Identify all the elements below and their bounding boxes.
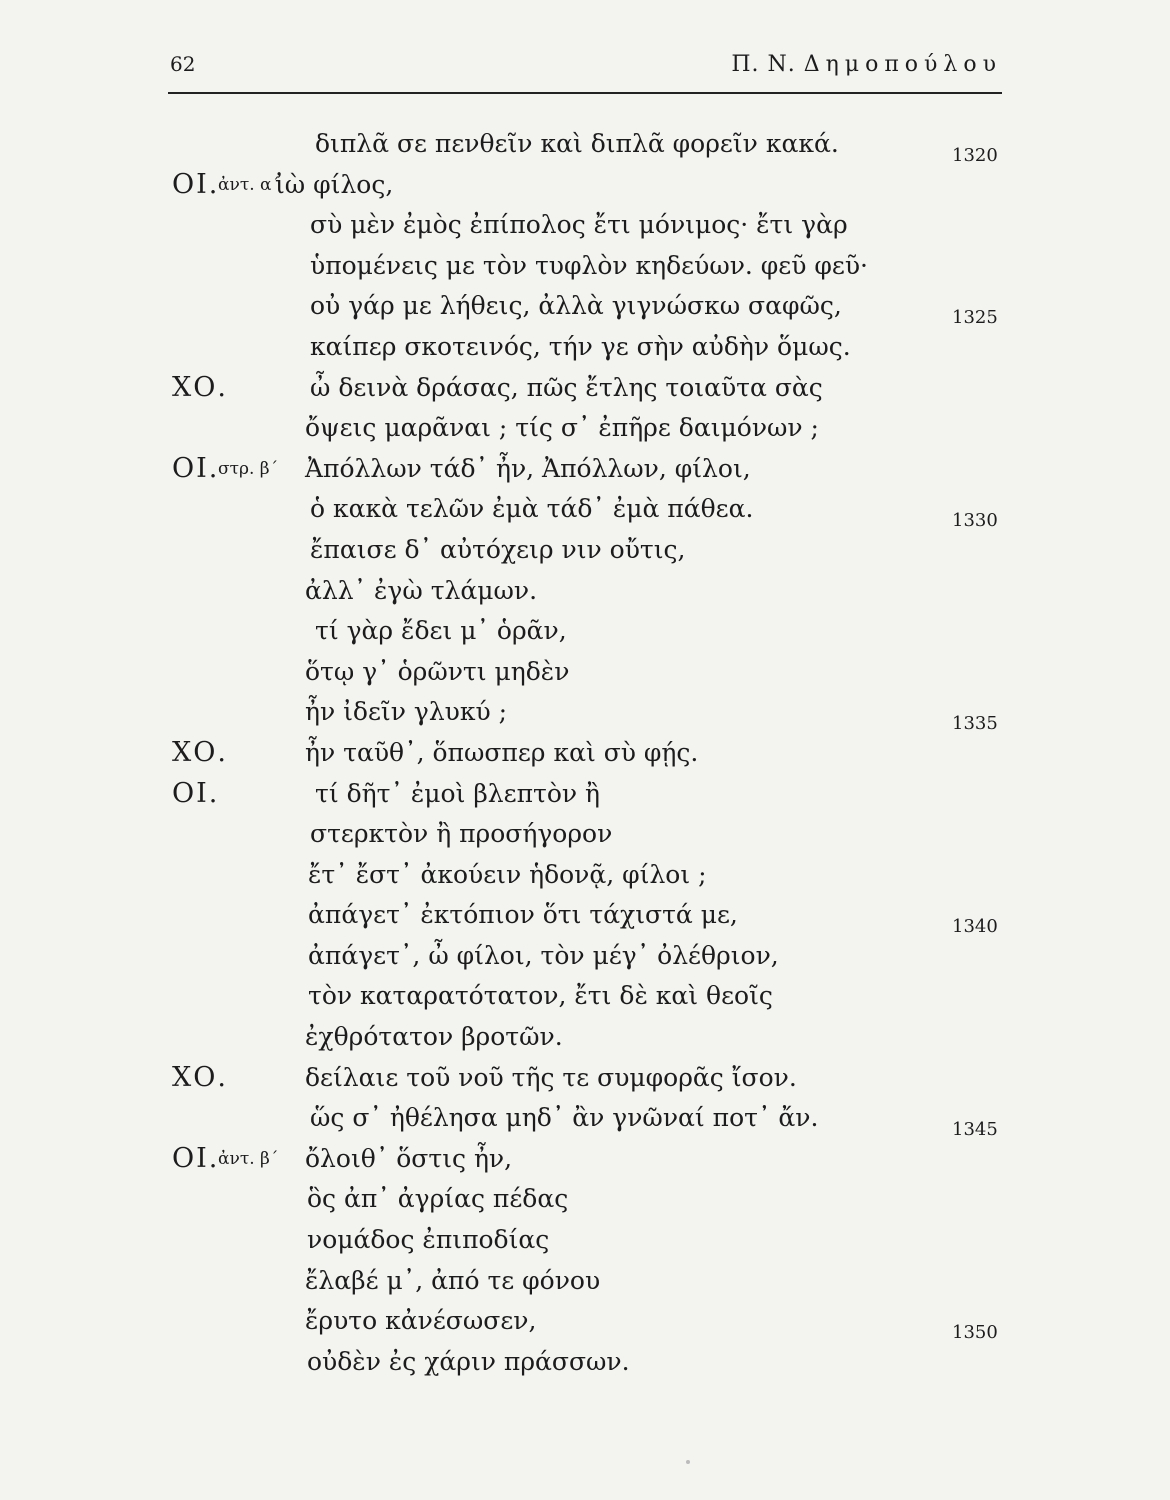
ink-speck <box>686 1460 690 1464</box>
verse-text: ἀλλ᾽ ἐγὼ τλάμων. <box>305 575 538 605</box>
verse-line <box>0 205 1170 246</box>
verse-line <box>0 1342 1170 1383</box>
running-head <box>731 52 1002 77</box>
author-initials: Π. Ν. <box>731 52 796 77</box>
verse-lines <box>0 124 1170 1382</box>
verse-text: διπλᾶ σε πενθεῖν καὶ διπλᾶ φορεῖν κακά. <box>315 129 839 158</box>
line-number: 1320 <box>952 145 998 166</box>
verse-line <box>0 124 1170 165</box>
verse-line <box>0 1098 1170 1139</box>
verse-line <box>0 855 1170 896</box>
verse-text: ὄλοιθ᾽ ὅστις ἦν, <box>305 1143 513 1173</box>
verse-text: ὅτῳ γ᾽ ὁρῶντι μηδὲν <box>305 656 570 686</box>
verse-line <box>0 165 1170 206</box>
verse-text: σὺ μὲν ἐμὸς ἐπίπολος ἔτι μόνιμος· ἔτι γὰρ <box>310 210 848 240</box>
verse-line <box>0 976 1170 1017</box>
speaker-label: ΧΟ. <box>172 1061 228 1093</box>
verse-text: νομάδος ἐπιποδίας <box>307 1225 550 1255</box>
line-number: 1335 <box>952 713 998 735</box>
verse-line <box>0 286 1170 327</box>
verse-line <box>0 1301 1170 1342</box>
stanza-marker: ἀντ. β΄ <box>218 1148 279 1169</box>
verse-line <box>0 611 1170 652</box>
verse-line <box>0 1139 1170 1180</box>
verse-line <box>0 774 1170 815</box>
verse-line <box>0 733 1170 774</box>
verse-text: καίπερ σκοτεινός, τήν γε σὴν αὐδὴν ὅμως. <box>310 331 851 361</box>
verse-line <box>0 1058 1170 1099</box>
verse-line <box>0 449 1170 490</box>
speaker-label: ΧΟ. <box>172 371 228 403</box>
page-header <box>168 48 1002 98</box>
line-number: 1350 <box>952 1322 998 1344</box>
speaker-label: ΟΙ. <box>172 168 220 200</box>
verse-line <box>0 652 1170 693</box>
verse-text: ἀπάγετ᾽, ὦ φίλοι, τὸν μέγ᾽ ὀλέθριον, <box>308 940 779 970</box>
verse-text: ὁ κακὰ τελῶν ἐμὰ τάδ᾽ ἐμὰ πάθεα. <box>310 494 754 524</box>
verse-line <box>0 530 1170 571</box>
verse-line <box>0 246 1170 287</box>
verse-text: ἐχθρότατον βροτῶν. <box>305 1022 563 1052</box>
header-rule <box>168 92 1002 94</box>
verse-text: ἦν ἰδεῖν γλυκύ ; <box>305 697 508 727</box>
verse-line <box>0 692 1170 733</box>
verse-text: Ἀπόλλων τάδ᾽ ἦν, Ἀπόλλων, φίλοι, <box>305 453 751 483</box>
line-number: 1325 <box>952 307 998 329</box>
verse-line <box>0 814 1170 855</box>
line-number: 1330 <box>952 510 998 532</box>
verse-text: ἰὼ φίλος, <box>275 169 394 199</box>
verse-text: στερκτὸν ἢ προσήγορον <box>310 819 613 849</box>
verse-text: ὃς ἀπ᾽ ἀγρίας πέδας <box>307 1184 569 1214</box>
verse-text: ἔπαισε δ᾽ αὐτόχειρ νιν οὔτις, <box>310 534 686 564</box>
verse-line <box>0 1179 1170 1220</box>
verse-line <box>0 1261 1170 1302</box>
verse-text: τί δῆτ᾽ ἐμοὶ βλεπτὸν ἢ <box>315 778 601 808</box>
verse-line <box>0 368 1170 409</box>
verse-line <box>0 408 1170 449</box>
verse-text: δείλαιε τοῦ νοῦ τῆς τε συμφορᾶς ἴσον. <box>305 1062 797 1092</box>
verse-line <box>0 489 1170 530</box>
page-number: 62 <box>170 52 196 76</box>
verse-line <box>0 936 1170 977</box>
verse-text: οὐδὲν ἐς χάριν πράσσων. <box>307 1346 630 1376</box>
verse-line <box>0 327 1170 368</box>
verse-text: ὄψεις μαρᾶναι ; τίς σ᾽ ἐπῆρε δαιμόνων ; <box>305 413 819 443</box>
stanza-marker: ἀντ. α΄ <box>218 174 281 195</box>
verse-text: τί γὰρ ἔδει μ᾽ ὁρᾶν, <box>315 616 567 646</box>
verse-text: οὐ γάρ με λήθεις, ἀλλὰ γιγνώσκω σαφῶς, <box>310 291 842 321</box>
speaker-label: ΟΙ. <box>172 1142 220 1174</box>
verse-text: ὦ δεινὰ δράσας, πῶς ἔτλης τοιαῦτα σὰς <box>310 372 823 402</box>
verse-text: ἔρυτο κἀνέσωσεν, <box>305 1306 537 1336</box>
verse-line <box>0 1220 1170 1261</box>
speaker-label: ΟΙ. <box>172 452 220 484</box>
verse-text: ὥς σ᾽ ἠθέλησα μηδ᾽ ἂν γνῶναί ποτ᾽ ἄν. <box>310 1103 819 1133</box>
line-number: 1345 <box>952 1119 998 1141</box>
verse-text: ἦν ταῦθ᾽, ὅπωσπερ καὶ σὺ φῄς. <box>305 737 699 767</box>
verse-text: τὸν καταρατότατον, ἔτι δὲ καὶ θεοῖς <box>308 981 773 1011</box>
verse-line <box>0 571 1170 612</box>
line-number: 1340 <box>952 916 998 938</box>
speaker-label: ΟΙ. <box>172 777 220 809</box>
verse-text: ἔτ᾽ ἔστ᾽ ἀκούειν ἡδονᾷ, φίλοι ; <box>308 859 707 889</box>
verse-text: ὑπομένεις με τὸν τυφλὸν κηδεύων. φεῦ φεῦ· <box>310 250 869 280</box>
author-surname: Δημοπούλου <box>803 52 1002 77</box>
stanza-marker: στρ. β΄ <box>218 458 279 479</box>
verse-line <box>0 895 1170 936</box>
verse-text: ἔλαβέ μ᾽, ἀπό τε φόνου <box>305 1265 601 1295</box>
speaker-label: ΧΟ. <box>172 736 228 768</box>
verse-line <box>0 1017 1170 1058</box>
verse-text: ἀπάγετ᾽ ἐκτόπιον ὅτι τάχιστά με, <box>308 900 738 930</box>
